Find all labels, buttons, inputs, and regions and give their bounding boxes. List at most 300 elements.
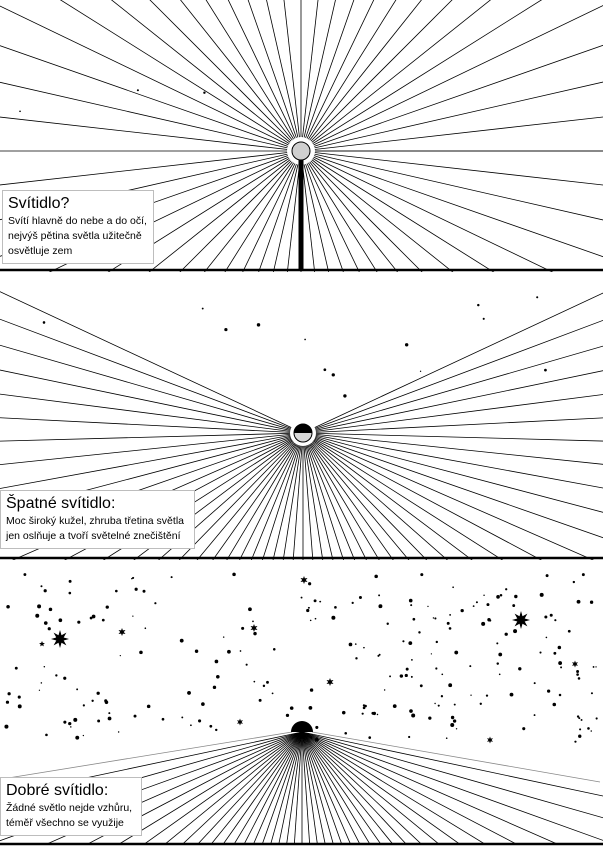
star-dot xyxy=(314,599,317,602)
light-ray xyxy=(301,151,603,272)
caption-title: Dobré svítidlo: xyxy=(6,782,109,799)
star-dot xyxy=(44,589,47,592)
globe-lamp-icon xyxy=(292,142,310,160)
star-dot xyxy=(323,368,326,371)
star-dot xyxy=(483,318,485,320)
light-ray xyxy=(302,732,602,849)
star-dot xyxy=(496,595,500,599)
star-dot xyxy=(595,666,596,667)
star-icon xyxy=(251,624,258,632)
star-dot xyxy=(591,730,593,732)
star-dot xyxy=(409,709,413,713)
star-dot xyxy=(512,604,515,607)
star-dot xyxy=(378,594,380,596)
star-dot xyxy=(591,692,593,694)
light-ray xyxy=(301,151,603,272)
star-dot xyxy=(514,595,517,598)
star-dot xyxy=(420,371,421,372)
star-dot xyxy=(454,704,456,706)
star-dot xyxy=(578,735,581,738)
star-dot xyxy=(145,627,147,629)
star-dot xyxy=(266,681,269,684)
star-dot xyxy=(473,605,475,607)
star-dot xyxy=(248,607,252,611)
star-dot xyxy=(433,617,434,618)
star-dot xyxy=(332,373,335,376)
star-dot xyxy=(362,713,364,715)
star-dot xyxy=(343,394,346,397)
star-dot xyxy=(456,728,457,729)
star-dot xyxy=(257,323,260,326)
panel-good-lamp xyxy=(0,572,603,849)
light-ray xyxy=(302,732,603,849)
star-dot xyxy=(75,736,79,740)
caption-globe-lamp xyxy=(2,190,154,264)
star-dot xyxy=(447,622,450,625)
star-dot xyxy=(18,704,22,708)
star-icon xyxy=(487,737,493,744)
light-ray xyxy=(302,732,603,849)
star-dot xyxy=(550,614,553,617)
star-dot xyxy=(18,696,21,699)
star-dot xyxy=(195,650,198,653)
star-dot xyxy=(470,695,471,696)
light-ray xyxy=(302,732,603,849)
star-dot xyxy=(223,636,224,637)
star-dot xyxy=(39,690,40,691)
star-dot xyxy=(306,609,309,612)
star-dot xyxy=(461,609,464,612)
star-dot xyxy=(209,725,212,728)
star-dot xyxy=(216,675,220,679)
star-dot xyxy=(544,615,547,618)
star-dot xyxy=(593,666,595,668)
star-dot xyxy=(45,734,48,737)
light-ray xyxy=(302,732,603,849)
light-ray xyxy=(301,151,603,272)
star-dot xyxy=(137,89,139,91)
star-dot xyxy=(73,718,77,722)
star-dot xyxy=(546,574,549,577)
star-icon xyxy=(39,641,45,646)
star-dot xyxy=(63,677,66,680)
light-ray xyxy=(301,151,603,272)
star-dot xyxy=(355,657,357,659)
star-icon xyxy=(119,628,126,636)
star-dot xyxy=(469,665,471,667)
star-dot xyxy=(232,573,236,577)
light-ray xyxy=(0,286,303,433)
light-ray xyxy=(301,151,603,272)
light-ray xyxy=(301,151,603,272)
star-dot xyxy=(349,643,353,647)
star-dot xyxy=(310,688,313,691)
light-ray xyxy=(0,50,301,151)
star-dot xyxy=(68,722,71,725)
star-icon xyxy=(327,678,334,686)
light-ray xyxy=(301,151,598,272)
star-dot xyxy=(23,573,26,576)
star-icon xyxy=(572,661,578,668)
light-ray xyxy=(303,433,603,560)
star-dot xyxy=(411,659,413,661)
star-dot xyxy=(355,643,357,645)
light-ray xyxy=(302,732,603,849)
star-dot xyxy=(190,724,192,726)
star-dot xyxy=(577,600,581,604)
star-dot xyxy=(44,621,48,625)
star-dot xyxy=(69,580,72,583)
star-dot xyxy=(387,623,389,625)
star-dot xyxy=(574,741,576,743)
star-dot xyxy=(135,588,138,591)
star-icon xyxy=(301,576,308,584)
star-dot xyxy=(253,681,255,683)
star-dot xyxy=(377,714,378,715)
star-dot xyxy=(252,620,254,622)
star-dot xyxy=(477,304,479,306)
star-dot xyxy=(6,701,9,704)
star-dot xyxy=(408,641,412,645)
star-dot xyxy=(132,616,133,617)
star-dot xyxy=(203,92,205,94)
star-dot xyxy=(452,586,454,588)
star-dot xyxy=(578,717,580,719)
star-dot xyxy=(451,716,454,719)
star-dot xyxy=(108,712,110,714)
star-dot xyxy=(290,706,294,710)
light-ray xyxy=(301,0,402,151)
star-dot xyxy=(420,573,423,576)
star-dot xyxy=(522,727,525,730)
star-dot xyxy=(576,673,579,676)
star-dot xyxy=(536,296,538,298)
star-dot xyxy=(590,601,593,604)
star-dot xyxy=(431,653,432,654)
star-dot xyxy=(19,110,21,112)
star-dot xyxy=(438,705,440,707)
star-dot xyxy=(4,725,8,729)
star-dot xyxy=(44,666,45,667)
star-dot xyxy=(139,651,143,655)
star-dot xyxy=(201,702,205,706)
star-dot xyxy=(364,705,367,708)
star-icon xyxy=(51,630,69,648)
star-dot xyxy=(187,691,191,695)
star-dot xyxy=(41,682,43,684)
caption-line: Moc široký kužel, zhruba třetina světla xyxy=(6,515,184,527)
star-dot xyxy=(301,597,303,599)
star-dot xyxy=(596,717,598,719)
light-ray xyxy=(302,732,603,849)
star-dot xyxy=(587,727,590,730)
star-dot xyxy=(436,641,438,643)
star-dot xyxy=(498,653,502,657)
star-dot xyxy=(319,601,321,603)
star-dot xyxy=(496,642,498,644)
caption-line: osvětluje zem xyxy=(8,245,73,257)
light-ray xyxy=(302,732,603,849)
star-dot xyxy=(408,736,410,738)
light-ray xyxy=(303,433,577,560)
star-dot xyxy=(154,602,156,604)
star-dot xyxy=(405,674,408,677)
star-dot xyxy=(202,308,204,310)
star-dot xyxy=(77,621,80,624)
star-dot xyxy=(483,594,484,595)
star-dot xyxy=(215,729,217,731)
star-icon xyxy=(237,719,243,726)
star-dot xyxy=(68,592,71,595)
star-dot xyxy=(76,688,78,690)
star-dot xyxy=(411,676,413,678)
star-dot xyxy=(454,651,458,655)
star-dot xyxy=(308,607,310,609)
star-dot xyxy=(546,637,548,639)
star-dot xyxy=(43,321,46,324)
star-dot xyxy=(368,736,371,739)
star-dot xyxy=(568,630,571,633)
star-dot xyxy=(480,703,482,705)
full-cutoff-lamp-icon xyxy=(291,721,313,732)
star-dot xyxy=(83,735,84,736)
star-dot xyxy=(97,692,100,695)
star-dot xyxy=(97,720,100,723)
star-dot xyxy=(7,692,10,695)
light-ray xyxy=(4,0,301,151)
star-dot xyxy=(374,575,378,579)
caption-line: Svítí hlavně do nebe a do očí, xyxy=(8,215,147,227)
star-dot xyxy=(441,673,443,675)
star-dot xyxy=(331,616,335,620)
star-dot xyxy=(553,703,557,707)
star-dot xyxy=(15,667,18,670)
star-dot xyxy=(481,622,485,626)
star-dot xyxy=(554,619,556,621)
star-dot xyxy=(560,666,562,668)
light-ray xyxy=(200,0,301,151)
light-ray xyxy=(301,151,501,272)
star-dot xyxy=(143,590,146,593)
light-ray xyxy=(302,732,603,849)
caption-good-lamp xyxy=(0,777,142,836)
star-dot xyxy=(573,581,575,583)
light-ray xyxy=(302,732,603,849)
star-dot xyxy=(409,599,413,603)
star-dot xyxy=(48,627,51,630)
star-dot xyxy=(406,668,409,671)
star-dot xyxy=(253,632,256,635)
star-dot xyxy=(402,640,404,642)
star-dot xyxy=(576,670,579,673)
star-dot xyxy=(513,629,517,633)
star-dot xyxy=(449,614,451,616)
star-dot xyxy=(147,705,151,709)
star-dot xyxy=(342,711,346,715)
star-dot xyxy=(486,694,488,696)
star-dot xyxy=(359,596,362,599)
star-dot xyxy=(400,674,403,677)
caption-title: Špatné svítidlo: xyxy=(6,495,116,512)
star-dot xyxy=(453,719,456,722)
star-dot xyxy=(315,618,317,620)
light-ray xyxy=(0,286,303,433)
star-dot xyxy=(378,604,382,608)
star-dot xyxy=(83,704,85,706)
star-dot xyxy=(420,684,423,687)
star-dot xyxy=(434,703,435,704)
star-dot xyxy=(449,627,452,630)
star-dot xyxy=(553,652,556,655)
light-ray xyxy=(200,151,301,272)
star-dot xyxy=(70,726,72,728)
light-ray xyxy=(301,50,603,151)
star-dot xyxy=(579,728,581,730)
caption-line: jen oslňuje a tvoří světelné znečištění xyxy=(6,530,181,542)
star-dot xyxy=(344,732,347,735)
star-dot xyxy=(559,694,562,697)
star-dot xyxy=(393,704,397,708)
star-dot xyxy=(510,693,514,697)
star-dot xyxy=(499,674,501,676)
star-dot xyxy=(410,604,412,606)
star-dot xyxy=(92,615,96,619)
star-dot xyxy=(534,682,536,684)
star-dot xyxy=(102,619,105,622)
light-ray xyxy=(301,151,603,272)
star-dot xyxy=(315,726,318,729)
star-dot xyxy=(49,608,53,612)
light-ray xyxy=(302,732,603,849)
star-dot xyxy=(259,699,262,702)
star-dot xyxy=(40,585,42,587)
star-dot xyxy=(500,594,503,597)
star-dot xyxy=(104,699,107,702)
star-dot xyxy=(486,603,489,606)
star-dot xyxy=(373,712,376,715)
light-ray xyxy=(302,732,603,849)
light-ray xyxy=(312,732,600,782)
light-ray xyxy=(302,732,603,849)
star-dot xyxy=(55,674,57,676)
lamp-pole xyxy=(299,158,304,271)
light-ray xyxy=(0,286,303,433)
star-dot xyxy=(63,721,66,724)
star-dot xyxy=(132,577,134,579)
star-dot xyxy=(505,633,508,636)
light-ray xyxy=(301,0,598,151)
star-dot xyxy=(558,661,562,665)
light-ray xyxy=(301,151,603,252)
star-dot xyxy=(405,343,408,346)
star-dot xyxy=(246,664,248,666)
star-dot xyxy=(334,606,337,609)
star-dot xyxy=(134,715,137,718)
caption-title: Svítidlo? xyxy=(8,195,70,212)
star-dot xyxy=(363,647,365,649)
star-dot xyxy=(411,713,415,717)
caption-line: téměř všechno se využije xyxy=(6,817,124,829)
star-dot xyxy=(497,662,499,664)
light-ray xyxy=(303,286,603,433)
light-ray xyxy=(0,286,303,433)
star-dot xyxy=(544,369,547,372)
star-dot xyxy=(215,660,219,664)
star-dot xyxy=(487,618,490,621)
star-dot xyxy=(106,605,109,608)
star-dot xyxy=(427,606,428,607)
star-dot xyxy=(59,618,63,622)
star-dot xyxy=(518,667,521,670)
light-ray xyxy=(303,388,603,433)
light-ray xyxy=(301,151,603,272)
star-dot xyxy=(263,685,265,687)
star-dot xyxy=(441,695,443,697)
light-ray xyxy=(0,388,303,433)
star-dot xyxy=(352,602,354,604)
star-dot xyxy=(35,614,39,618)
light-ray xyxy=(301,151,603,272)
star-dot xyxy=(578,677,581,680)
light-ray xyxy=(302,732,603,849)
star-dot xyxy=(198,719,201,722)
star-dot xyxy=(534,714,536,716)
star-dot xyxy=(241,627,244,630)
star-dot xyxy=(180,639,184,643)
star-dot xyxy=(162,718,165,721)
star-dot xyxy=(304,339,306,341)
star-dot xyxy=(540,593,544,597)
star-dot xyxy=(120,655,121,656)
star-dot xyxy=(115,590,118,593)
star-dot xyxy=(309,706,313,710)
star-dot xyxy=(505,588,507,590)
star-dot xyxy=(91,700,93,702)
light-ray xyxy=(302,732,603,849)
star-dot xyxy=(547,689,550,692)
star-dot xyxy=(450,723,454,727)
star-dot xyxy=(413,618,416,621)
star-dot xyxy=(118,731,119,732)
star-dot xyxy=(581,719,583,721)
star-dot xyxy=(310,620,312,622)
star-dot xyxy=(428,717,431,720)
panel-globe-lamp xyxy=(0,0,603,272)
star-dot xyxy=(240,650,242,652)
light-ray xyxy=(303,433,441,560)
star-dot xyxy=(286,714,289,717)
star-dot xyxy=(272,692,274,694)
star-dot xyxy=(213,686,216,689)
star-dot xyxy=(418,631,420,633)
star-dot xyxy=(476,601,478,603)
star-dot xyxy=(37,604,41,608)
panel-bad-lamp xyxy=(0,286,603,560)
star-dot xyxy=(448,683,452,687)
star-dot xyxy=(108,717,112,721)
star-dot xyxy=(171,576,173,578)
star-dot xyxy=(224,328,227,331)
light-ray xyxy=(301,151,402,272)
light-ray xyxy=(302,732,603,849)
star-dot xyxy=(558,646,562,650)
star-dot xyxy=(582,573,585,576)
star-dot xyxy=(273,648,276,651)
star-dot xyxy=(435,667,437,669)
star-dot xyxy=(6,605,10,609)
star-dot xyxy=(377,655,379,657)
caption-bad-lamp xyxy=(0,490,195,549)
